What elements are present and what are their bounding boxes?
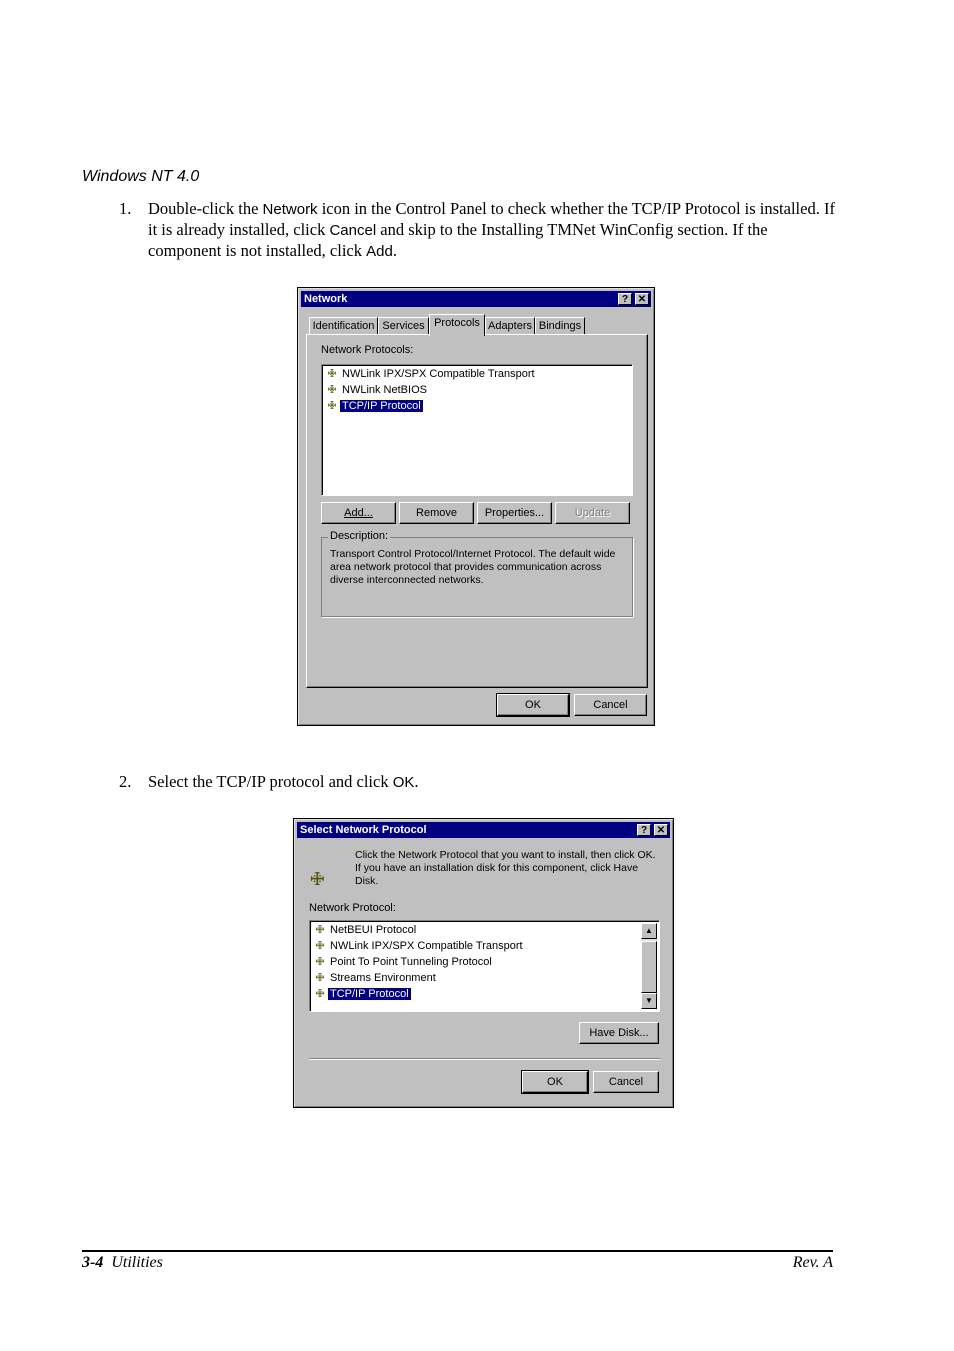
network-protocol-list[interactable]: [309, 920, 660, 1012]
step-1-text-part: and skip to the Installing TMNet WinConfig section. If the component is not installed, click: [148, 220, 768, 260]
ok-button[interactable]: OK: [522, 1071, 588, 1093]
footer-section: Utilities: [111, 1254, 163, 1271]
list-item-label: NWLink IPX/SPX Compatible Transport: [342, 368, 535, 380]
separator: [309, 1058, 660, 1060]
remove-button-label: Remove: [416, 507, 457, 519]
tab-adapters[interactable]: Adapters: [485, 317, 535, 335]
section-heading: Windows NT 4.0: [82, 168, 200, 185]
list-item[interactable]: [312, 970, 438, 986]
scrollbar[interactable]: [641, 923, 657, 1009]
list-item[interactable]: [312, 938, 525, 954]
select-dialog-titlebar[interactable]: [297, 822, 670, 838]
step-2-number: 2.: [119, 772, 132, 791]
description-text: Transport Control Protocol/Internet Protocol. The default wide area network protocol that provides communication across diverse interconnected networks.: [330, 548, 616, 586]
footer-revision: Rev. A: [792, 1254, 833, 1271]
add-button[interactable]: [321, 502, 396, 524]
term-cancel: Cancel: [329, 222, 377, 239]
list-item-label: NWLink IPX/SPX Compatible Transport: [330, 940, 523, 952]
network-protocol-icon: 🜋: [327, 384, 337, 396]
update-button[interactable]: [555, 502, 630, 524]
step-2-text: [148, 772, 838, 793]
tab-identification[interactable]: Identification: [309, 317, 378, 335]
network-dialog-title: Network: [304, 293, 348, 305]
step-1-number: 1.: [119, 199, 132, 218]
network-protocol-icon: 🜋: [327, 368, 337, 380]
step-2-text-part: Select the TCP/IP protocol and click: [148, 772, 393, 791]
scroll-thumb[interactable]: [641, 941, 657, 993]
network-protocol-icon: 🜋: [315, 972, 325, 984]
network-protocol-label: Network Protocol:: [309, 902, 396, 914]
list-item-label: NWLink NetBIOS: [342, 384, 427, 396]
network-protocol-icon: 🜋: [315, 988, 325, 1000]
close-button[interactable]: ✕: [635, 293, 649, 305]
step-1-text: [148, 199, 838, 262]
network-protocol-icon: 🜋: [327, 400, 337, 412]
scroll-down-icon[interactable]: ▼: [641, 993, 657, 1009]
list-item[interactable]: [324, 366, 537, 382]
tab-services[interactable]: Services: [378, 317, 429, 335]
have-disk-button[interactable]: Have Disk...: [579, 1022, 659, 1044]
select-network-protocol-dialog: [293, 818, 674, 1108]
list-item-label: TCP/IP Protocol: [342, 400, 421, 412]
tab-bindings[interactable]: Bindings: [535, 317, 585, 335]
footer-left: [82, 1254, 163, 1272]
footer-rule: [82, 1250, 833, 1252]
term-ok: OK: [392, 774, 415, 791]
properties-button[interactable]: [477, 502, 552, 524]
network-protocol-icon: 🜋: [315, 956, 325, 968]
term-network: Network: [262, 201, 318, 218]
network-dialog: [297, 287, 655, 726]
description-label: Description:: [330, 530, 389, 542]
step-2-text-part: .: [414, 772, 419, 791]
cancel-button[interactable]: Cancel: [593, 1071, 659, 1093]
step-1-text-part: .: [392, 241, 397, 260]
help-button[interactable]: ?: [637, 824, 651, 836]
network-dialog-titlebar[interactable]: [301, 291, 651, 307]
network-protocol-icon: 🜋: [310, 869, 325, 889]
list-item-selected[interactable]: [324, 398, 423, 414]
close-button[interactable]: ✕: [654, 824, 668, 836]
ok-button[interactable]: OK: [497, 694, 569, 716]
instruction-text: Click the Network Protocol that you want to install, then click OK. If you have an installation disk for this component, click Have Disk.: [355, 849, 656, 887]
network-protocols-list[interactable]: [321, 364, 633, 496]
term-add: Add: [366, 243, 393, 260]
list-item[interactable]: [312, 922, 418, 938]
step-1-text-part: Double-click the: [148, 199, 263, 218]
network-protocol-icon: 🜋: [315, 940, 325, 952]
list-item-label: Point To Point Tunneling Protocol: [330, 956, 492, 968]
page-number: 3-4: [82, 1254, 104, 1271]
list-item-label: Streams Environment: [330, 972, 436, 984]
list-item[interactable]: [324, 382, 429, 398]
cancel-button[interactable]: Cancel: [574, 694, 647, 716]
update-button-label: Update: [574, 507, 611, 519]
help-button[interactable]: ?: [618, 293, 632, 305]
scroll-up-icon[interactable]: ▲: [641, 923, 657, 939]
list-item-label: NetBEUI Protocol: [330, 924, 417, 936]
properties-button-label: Properties...: [484, 507, 545, 519]
step-1-text-part: icon in the Control Panel to check whether the TCP/IP Protocol is installed. If it is already installed, click: [148, 199, 835, 239]
list-item-selected[interactable]: [312, 986, 411, 1002]
network-protocols-label: Network Protocols:: [321, 344, 414, 356]
network-protocol-icon: 🜋: [315, 924, 325, 936]
list-item[interactable]: [312, 954, 494, 970]
list-item-label: TCP/IP Protocol: [330, 988, 409, 1000]
add-button-label: Add...: [344, 507, 373, 519]
remove-button[interactable]: [399, 502, 474, 524]
tab-protocols[interactable]: Protocols: [429, 314, 485, 336]
select-dialog-title: Select Network Protocol: [300, 824, 427, 836]
